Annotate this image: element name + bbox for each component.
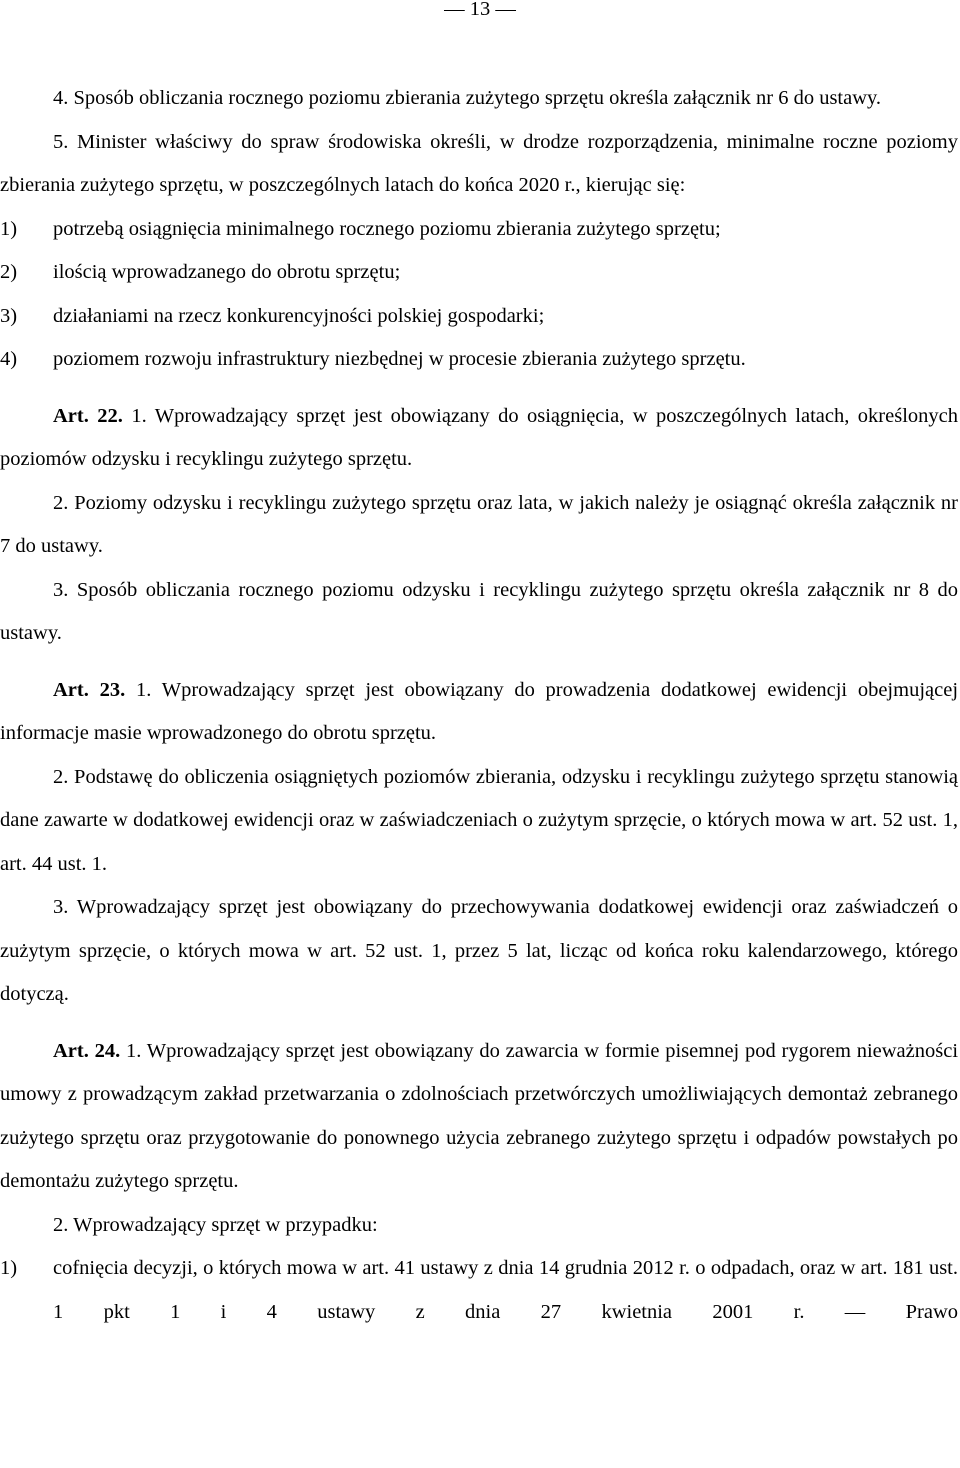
paragraph-4: 4. Sposób obliczania rocznego poziomu zbierania zużytego sprzętu określa załącznik nr 6 do ustawy.	[53, 87, 882, 109]
art23-text-1: 1. Wprowadzający sprzęt jest obowiązany do prowadzenia dodatkowej ewidencji obejmującej informacje masie wprowadzonego do obrotu sprzętu.	[0, 678, 959, 744]
list-item-number: 1)	[0, 1257, 18, 1279]
list-item-text: poziomem rozwoju infrastruktury niezbędnej w procesie zbierania zużytego sprzętu.	[53, 348, 746, 370]
list-item-text: cofnięcia decyzji, o których mowa w art. 41 ustawy z dnia 14 grudnia 2012 r. o odpadach, oraz w art. 181 ust. 1 pkt 1 i 4 ustawy z dnia 27 kwietnia 2001 r. — Prawo	[53, 1257, 958, 1323]
art23-paragraph-2: 2. Podstawę do obliczenia osiągniętych poziomów zbierania, odzysku i recyklingu zużytego sprzętu stanowią dane zawarte w dodatkowej ewidencji oraz w zaświadczeniach o zużytym sprzęcie, o których mowa w art. 52 ust. 1, art. 44 ust. 1.	[0, 765, 958, 875]
list-item-number: 1)	[0, 217, 18, 240]
page-number: — 13 —	[444, 0, 516, 20]
list-item	[0, 1247, 958, 1334]
list-item-text: działaniami na rzecz konkurencyjności polskiej gospodarki;	[53, 304, 545, 327]
art22-paragraph-1	[0, 395, 958, 482]
list-item-number: 2)	[0, 261, 18, 283]
list-item-number: 4)	[0, 348, 18, 370]
art23-paragraph-3: 3. Wprowadzający sprzęt jest obowiązany do przechowywania dodatkowej ewidencji oraz zaświadczeń o zużytym sprzęcie, o których mowa w art. 52 ust. 1, przez 5 lat, licząc od końca roku kalendarzowego, którego dotyczą.	[0, 896, 958, 1005]
art24-text-1: 1. Wprowadzający sprzęt jest obowiązany do zawarcia w formie pisemnej pod rygorem nieważności umowy z prowadzącym zakład przetwarzania o zdolnościach przetwórczych umożliwiających demontaż zebranego zużytego sprzętu oraz przygotowanie do ponownego użycia zebranego zużytego sprzętu i odpadów powstałych po demontażu zużytego sprzętu.	[0, 1039, 959, 1192]
art24-paragraph-1	[0, 1030, 958, 1204]
art23-heading: Art. 23.	[53, 678, 126, 701]
paragraph-5: 5. Minister właściwy do spraw środowiska określi, w drodze rozporządzenia, minimalne roczne poziomy zbierania zużytego sprzętu, w poszczególnych latach do końca 2020 r., kierując się:	[0, 130, 958, 196]
list-item	[0, 208, 958, 252]
list-item	[0, 295, 958, 339]
art22-paragraph-2: 2. Poziomy odzysku i recyklingu zużytego sprzętu oraz lata, w jakich należy je osiągnąć określa załącznik nr 7 do ustawy.	[0, 491, 958, 557]
art22-heading: Art. 22.	[53, 404, 123, 427]
art22-paragraph-3: 3. Sposób obliczania rocznego poziomu odzysku i recyklingu zużytego sprzętu określa załącznik nr 8 do ustawy.	[0, 578, 958, 644]
art23-paragraph-1	[0, 669, 958, 756]
art24-paragraph-2: 2. Wprowadzający sprzęt w przypadku:	[53, 1213, 378, 1236]
art22-text-1: 1. Wprowadzający sprzęt jest obowiązany do osiągnięcia, w poszczególnych latach, określonych poziomów odzysku i recyklingu zużytego sprzętu.	[0, 404, 958, 470]
list-item	[0, 338, 958, 382]
list-item-text: potrzebą osiągnięcia minimalnego rocznego poziomu zbierania zużytego sprzętu;	[53, 217, 721, 240]
list-item-text: ilością wprowadzanego do obrotu sprzętu;	[53, 261, 401, 283]
document-body	[0, 77, 958, 1334]
list-item	[0, 251, 958, 295]
list-item-number: 3)	[0, 304, 18, 327]
art24-heading: Art. 24.	[53, 1039, 121, 1062]
